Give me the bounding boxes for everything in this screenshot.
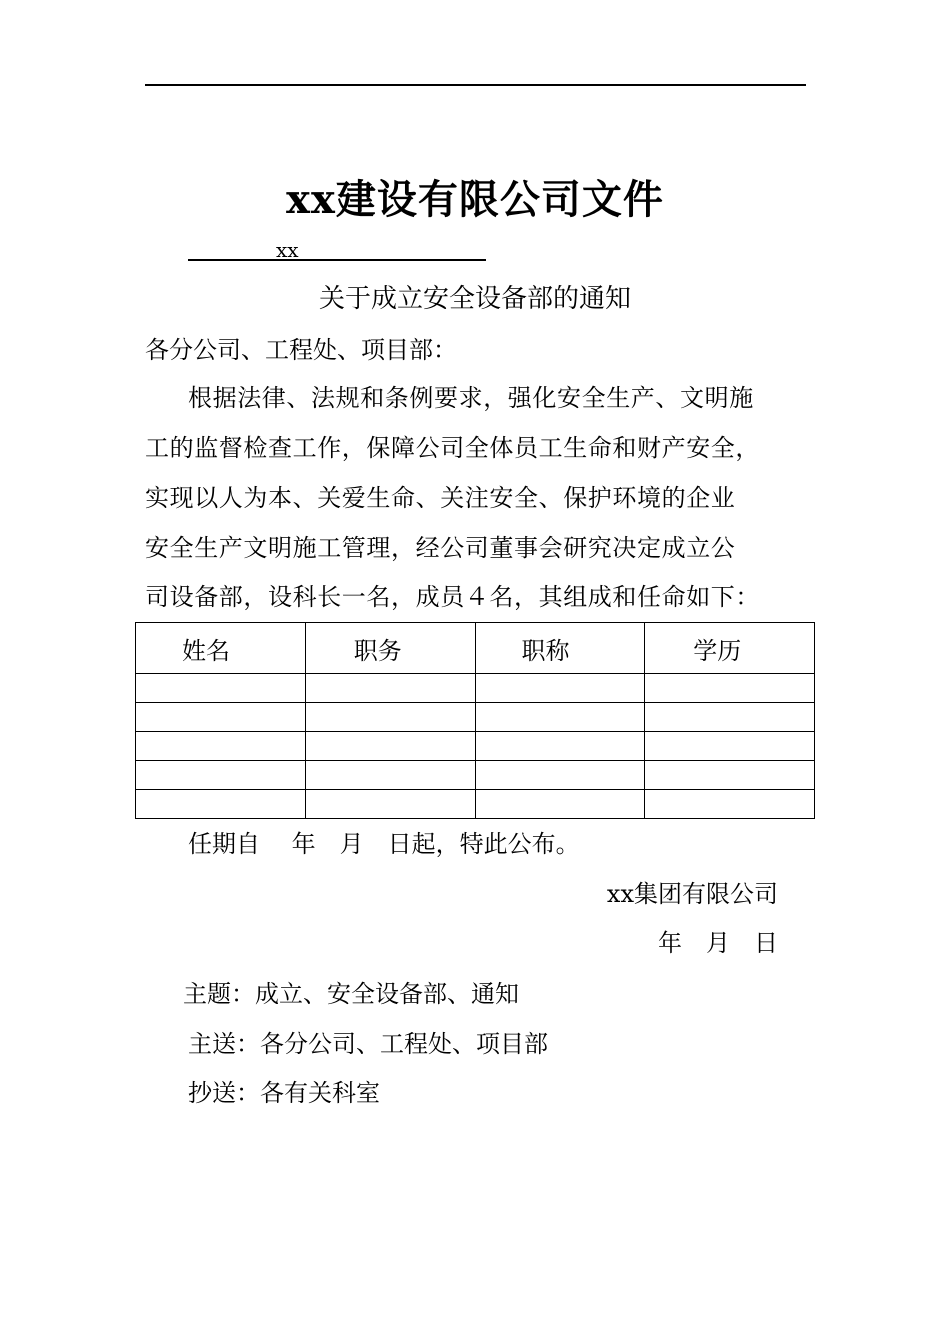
header-position: 职务 [305, 623, 475, 674]
table-cell [305, 790, 475, 819]
table-cell [475, 703, 645, 732]
members-table [135, 622, 815, 819]
table-cell [136, 761, 306, 790]
body-line-1: 根据法律、法规和条例要求，强化安全生产、文明施 [188, 384, 754, 412]
term-statement: 任期自 年 月 日起，特此公布。 [188, 830, 580, 858]
table-row [136, 732, 815, 761]
doc-number-underline [188, 259, 486, 261]
header-title: 职称 [475, 623, 645, 674]
footer-copy-to: 抄送：各有关科室 [188, 1079, 380, 1107]
footer-send-to: 主送：各分公司、工程处、项目部 [188, 1030, 548, 1058]
table-cell [305, 674, 475, 703]
salutation: 各分公司、工程处、项目部： [145, 336, 457, 364]
body-line-4: 安全生产文明施工管理，经公司董事会研究决定成立公 [145, 534, 736, 562]
document-title: xx建设有限公司文件 [286, 176, 664, 223]
table-cell [645, 790, 815, 819]
table-cell [305, 732, 475, 761]
body-line-5: 司设备部，设科长一名，成员４名，其组成和任命如下： [145, 583, 760, 611]
table-header-row [136, 623, 815, 674]
table-cell [645, 761, 815, 790]
table-cell [475, 761, 645, 790]
issue-date: 年 月 日 [658, 929, 778, 957]
header-education: 学历 [645, 623, 815, 674]
table-cell [645, 732, 815, 761]
table-cell [475, 790, 645, 819]
notice-subject: 关于成立安全设备部的通知 [318, 284, 631, 314]
table-cell [305, 703, 475, 732]
table-cell [305, 761, 475, 790]
doc-number: xx [276, 238, 299, 262]
table-row [136, 674, 815, 703]
table-cell [475, 674, 645, 703]
table-row [136, 761, 815, 790]
body-line-2: 工的监督检查工作，保障公司全体员工生命和财产安全， [145, 434, 760, 462]
footer-topic: 主题：成立、安全设备部、通知 [183, 980, 519, 1008]
table-cell [645, 703, 815, 732]
table-cell [136, 674, 306, 703]
body-line-3: 实现以人为本、关爱生命、关注安全、保护环境的企业 [145, 484, 736, 512]
table-cell [136, 732, 306, 761]
header-name: 姓名 [136, 623, 306, 674]
table-cell [645, 674, 815, 703]
issuer-name: xx集团有限公司 [606, 880, 778, 908]
table-row [136, 703, 815, 732]
header-top-rule [145, 84, 806, 86]
table-cell [475, 732, 645, 761]
table-cell [136, 703, 306, 732]
table-cell [136, 790, 306, 819]
table-row [136, 790, 815, 819]
